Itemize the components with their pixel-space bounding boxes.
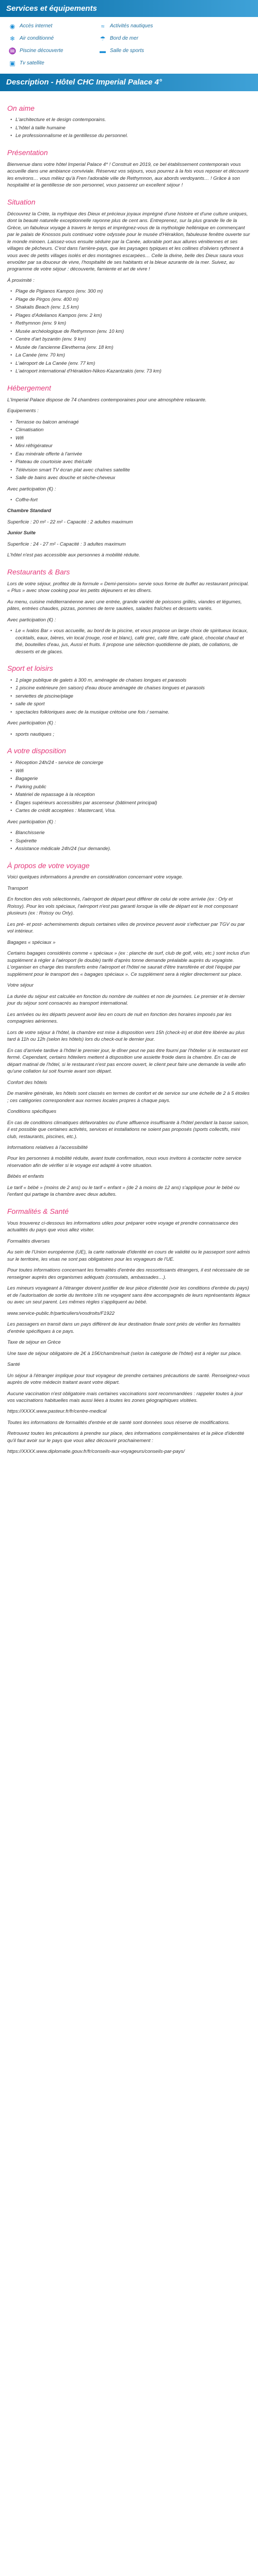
list-item: • sports nautiques ; xyxy=(15,731,251,738)
sport-list xyxy=(7,677,251,716)
list-item: • Musée de l'ancienne Elevtherna (env. 18 km) xyxy=(15,344,251,351)
list-item: • Parking public xyxy=(15,784,251,790)
hebergement-note: L'hôtel n'est pas accessible aux personnes à mobilité réduite. xyxy=(7,552,140,558)
room-junior-title: Junior Suite xyxy=(7,530,36,536)
on-aime-title: On aime xyxy=(7,104,35,112)
situation-text: Découvrez la Crète, la mythique des Dieux et précieux joyaux imprégné d'une histoire et d'une culture uniques, dont la beauté naturelle exceptionnelle rayonne plus de cent ans. Entreprenez, sur la plus grande île de la Grèce, un fabuleux voyage à travers le temps et imprégnez-vous de la mythologie hellénique en commençant par le palais de Knossos puis continuez votre odyssée pour le musée d'Héraklion, fabuleuse fenêtre ouverte sur le monde minoen. Laissez-vous ensuite séduire par la Canée, adorable port aux allures vénitiennes et ses villages de pêcheurs. C'est dans l'arrière-pays, que les paysages typiques et les collines d'oliviers rythment à vous avec de petits villages isolés et des montagnes escarpées… Celle la divine, belle des Dieux saura vous envoûter par sa douceur de vivre, l'hospitalité de ses habitants et la bleue azurante de la mer. Suivez, au programme de votre séjour : découverte, farniente et art de vivre ! xyxy=(7,211,250,273)
paragraph: Les passagers en transit dans un pays différent de leur destination finale sont priés de vérifier les formalités d'entrée spécifiques à ce pays. xyxy=(7,1321,241,1334)
restaurants-payant-label: Avec participation (€) : xyxy=(7,617,56,623)
disposition-payant-list xyxy=(7,829,251,852)
paragraph: Informations relatives à l'accessibilité xyxy=(7,1145,88,1150)
list-item: • Télévision smart TV écran plat avec chaînes satellite xyxy=(15,467,251,473)
list-item: • Musée archéologique de Rethymnon (env. 10 km) xyxy=(15,328,251,335)
propos-paragraphs xyxy=(7,874,251,1198)
description-title: Description - Hôtel CHC Imperial Palace 4° xyxy=(0,74,258,91)
restaurants-title: Restaurants & Bars xyxy=(7,567,70,576)
paragraph: Formalités diverses xyxy=(7,1238,50,1244)
list-item: • Salle de bains avec douche et sèche-cheveux xyxy=(15,474,251,481)
list-item: • Terrasse ou balcon aménagé xyxy=(15,419,251,426)
list-item: • Le professionnalisme et la gentillesse du personnel. xyxy=(15,132,251,139)
paragraph: www.service-public.fr/particuliers/vosdroits/F1922 xyxy=(7,1310,115,1316)
service-item xyxy=(8,59,73,67)
paragraph: Pour les personnes à mobilité réduite, avant toute confirmation, nous vous invitons à contacter notre service réservation afin de vérifier si le voyage est adapté à votre situation. xyxy=(7,1156,241,1168)
service-label: Activités nautiques xyxy=(110,23,153,29)
list-item: • L'aéroport de La Canée (env. 77 km) xyxy=(15,360,251,367)
disposition-payant-label: Avec participation (€) : xyxy=(7,819,56,825)
paragraph: Taxe de séjour en Grèce xyxy=(7,1340,61,1346)
presentation-text: Bienvenue dans votre hôtel Imperial Palace 4* ! Construit en 2019, ce bel établissement contemporain vous accueille dans une ambiance conviviale. Réservez vos séjours, vous pourrez à la fois vous reposer et découvrir les environs… vous mêlez qu'à Fren l'adorable ville de Rethymnon, aux abords verdoyants… ! Grâce à son hospitalité et la gentillesse de son personnel, vous passerez un excellent séjour ! xyxy=(7,161,249,189)
paragraph: En cas de conditions climatiques défavorables ou d'une affluence insuffisante à l'hôtel pendant la basse saison, il est possible que certaines activités, services et installations ne soient pas proposés (sports collectifs, mini club, restaurants, piscines, etc.). xyxy=(7,1120,249,1140)
hebergement-payant-list xyxy=(7,497,251,503)
situation-list xyxy=(7,288,251,375)
list-item: • Wifi xyxy=(15,435,251,442)
room-standard-title: Chambre Standard xyxy=(7,508,51,514)
list-item: • Climatisation xyxy=(15,427,251,433)
swimmer-icon: ≈ xyxy=(101,22,105,30)
list-item: • Matériel de repassage à la réception xyxy=(15,791,251,798)
list-item: • Le « Ivalos Bar » vous accueille, au bord de la piscine, et vous propose un large choix de spiritueux locaux, cocktails, eaux, bières, vin local (rouge, rosé et blanc), café grec, café filtre, café glacé, chocolat chaud et thé, bouteilles d'eau, jus, Aussi et fruits. Il propose une sélection quotidienne de plats, de collations, de desserts et de glaces. xyxy=(15,628,251,655)
service-label: Piscine découverte xyxy=(20,48,63,54)
snowflake-icon: ❄ xyxy=(9,35,15,42)
dumbbell-icon: ▬ xyxy=(100,47,106,55)
paragraph: Vous trouverez ci-dessous les informations utiles pour préparer votre voyage et prendre connaissance des actualités du pays que vous allez visiter. xyxy=(7,1220,238,1233)
paragraph: Retrouvez toutes les précautions à prendre sur place, des informations complémentaires et la pièce d'identité qu'il faut avoir sur le pays que vous allez découvrir prochainement : xyxy=(7,1431,245,1444)
paragraph: https://XXXX.www.diplomatie.gouv.fr/fr/conseils-aux-voyageurs/conseils-par-pays/ xyxy=(7,1449,185,1455)
sport-payant-list xyxy=(7,731,251,738)
services-grid xyxy=(0,17,171,74)
list-item: • Coffre-fort xyxy=(15,497,251,503)
umbrella-icon: ☂ xyxy=(100,35,106,42)
tv-icon: ▣ xyxy=(9,59,15,67)
service-label: Tv satellite xyxy=(20,60,44,66)
restaurants-list xyxy=(7,628,251,655)
sport-title: Sport et loisirs xyxy=(7,664,53,673)
paragraph: Confort des hôtels xyxy=(7,1079,47,1086)
list-item: • Plages d'Adelianos Kampos (env. 2 km) xyxy=(15,312,251,319)
list-item: • L'architecture et le design contemporains. xyxy=(15,116,251,123)
list-item: • La Canée (env. 70 km) xyxy=(15,352,251,359)
sport-payant-label: Avec participation (€) : xyxy=(7,720,56,726)
paragraph: Bagages « spéciaux » xyxy=(7,939,56,945)
wifi-icon: ◉ xyxy=(9,22,15,30)
hebergement-payant-label: Avec participation (€) : xyxy=(7,486,56,492)
service-label: Air conditionné xyxy=(20,36,54,42)
pool-icon: ♒ xyxy=(8,47,17,55)
list-item: • serviettes de piscine/plage xyxy=(15,693,251,700)
room-junior-desc: Superficie : 24 - 27 m² - Capacité : 3 adultes maximum xyxy=(7,541,126,547)
presentation-title: Présentation xyxy=(7,148,48,157)
paragraph: Bébés et enfants xyxy=(7,1174,44,1180)
list-item: • Wifi xyxy=(15,768,251,774)
disposition-list xyxy=(7,759,251,814)
service-item xyxy=(99,47,163,55)
list-item: • salle de sport xyxy=(15,701,251,707)
paragraph: Transport xyxy=(7,885,28,891)
hebergement-title: Hébergement xyxy=(7,383,51,392)
list-item: • Mini réfrigérateur xyxy=(15,443,251,449)
service-label: Salle de sports xyxy=(110,48,144,54)
paragraph: Les mineurs voyageant à l'étranger doivent justifier de leur pièce d'identité (voir les conditions d'entrée du pays) et de l'autorisation de sortie du territoire s'ils ne voyagent sans être accompagnés de leurs représentants légaux ou avec un seul parent. Les mêmes règles s'appliquent au bébé. xyxy=(7,1285,250,1306)
list-item: • spectacles folkloriques avec de la musique crétoise une fois / semaine. xyxy=(15,709,251,716)
paragraph: https://XXXX.www.pasteur.fr/fr/centre-medical xyxy=(7,1409,107,1415)
paragraph: Votre séjour xyxy=(7,982,34,989)
list-item: • Bagagerie xyxy=(15,775,251,782)
paragraph: Les arrivées ou les départs peuvent avoir lieu en cours de nuit en fonction des horaires imposés par les compagnies aériennes. xyxy=(7,1011,232,1025)
list-item: • Cartes de crédit acceptées : Mastercard, Visa. xyxy=(15,807,251,814)
services-section xyxy=(0,0,258,74)
list-item: • L'hôtel à taille humaine xyxy=(15,125,251,131)
paragraph: Lors de votre séjour à l'hôtel, la chambre est mise à disposition vers 15h (check-in) et doit être libérée au plus tard à 11h ou 12h (selon les hôtels) lors du check-out le dernier jour. xyxy=(7,1029,245,1043)
restaurants-text-2: Au menu, cuisine méditerranéenne avec une entrée, grande variété de poissons grillés, viandes et légumes, pâtes, entrées chaudes, pizzas, pommes de terre sautées, salades fraîches et desserts variés. xyxy=(7,599,242,612)
paragraph: Au sein de l'Union européenne (UE), la carte nationale d'identité en cours de validité ou le passeport sont admis sur le territoire, les visas ne sont pas obligatoires pour les voyageurs de l'UE. xyxy=(7,1249,250,1262)
service-item xyxy=(99,35,163,43)
paragraph: Certains bagages considérés comme « spéciaux » (ex : planche de surf, club de golf, vélo, etc.) sont inclus d'un supplément à régler à l'aéroport (le double) tarifé d'après tonne demande préalable auprès du voyagiste. L'organiser en charge des transferts entre l'aéroport et l'hôtel ne saurait d'être transférée et doit l'équipé par supplément pour le transport des « bagages spéciaux ». Ce supplément sera à régler directement sur place. xyxy=(7,951,250,977)
paragraph: Pour toutes informations concernant les formalités d'entrée des ressortissants étrangers, il est nécessaire de se renseigner auprès des organismes adéquats (consulats, ambassades…). xyxy=(7,1267,250,1280)
list-item: • Blanchisserie xyxy=(15,829,251,836)
restaurants-text-1: Lors de votre séjour, profitez de la formule « Demi-pension» servie sous forme de buffet au restaurant principal. « Plus » avec show cooking pour les petits déjeuners et les dîners. xyxy=(7,581,249,594)
list-item: • Plateau de courtoisie avec thé/café xyxy=(15,459,251,465)
paragraph: Les pré- et post- acheminements depuis certaines villes de province peuvent avoir s'effectuer par TGV ou par vol intérieur. xyxy=(7,921,245,935)
service-item xyxy=(8,22,73,30)
hebergement-text: L'Imperial Palace dispose de 74 chambres contemporaines pour une atmosphère relaxante. xyxy=(7,397,207,403)
propos-title: À propos de votre voyage xyxy=(7,861,90,870)
service-item xyxy=(8,47,73,55)
paragraph: La durée du séjour est calculée en fonction du nombre de nuitées et non de journées. Le premier et le dernier jour du séjour sont consacrés au transport international. xyxy=(7,993,245,1007)
hebergement-equipements-label: Equipements : xyxy=(7,408,39,414)
paragraph: Le tarif « bébé » (moins de 2 ans) ou le tarif « enfant » (de 2 à moins de 12 ans) s'applique pour le bébé ou l'enfant qui partage la chambre avec deux adultes. xyxy=(7,1184,240,1198)
service-label: Bord de mer xyxy=(110,36,139,42)
on-aime-list xyxy=(7,116,251,139)
service-item xyxy=(8,35,73,43)
services-title: Services et équipements xyxy=(0,0,258,17)
list-item: • Shakalis Beach (env. 1,5 km) xyxy=(15,304,251,311)
list-item: • L'aéroport international d'Héraklion-Nikos-Kazantzakis (env. 73 km) xyxy=(15,368,251,375)
list-item: • Plage de Pigianos Kampos (env. 300 m) xyxy=(15,288,251,295)
list-item: • Centre d'art byzantin (env. 9 km) xyxy=(15,336,251,343)
room-standard-desc: Superficie : 20 m² - 22 m² - Capacité : 2 adultes maximum xyxy=(7,519,133,525)
service-item xyxy=(99,22,163,30)
paragraph: Santé xyxy=(7,1362,20,1368)
paragraph: Un séjour à l'étranger implique pour tout voyageur de prendre certaines précautions de santé. Renseignez-vous auprès de votre médecin traitant avant votre départ. xyxy=(7,1372,250,1386)
paragraph: Conditions spécifiques xyxy=(7,1109,57,1115)
paragraph: De manière générale, les hôtels sont classés en termes de confort et de service sur une échelle de 2 à 5 étoiles ; ces catégories correspondent aux normes locales propres à chaque pays. xyxy=(7,1091,250,1104)
situation-title: Situation xyxy=(7,197,36,206)
paragraph: En cas d'arrivée tardive à l'hôtel le premier jour, le dîner peut ne pas être fourni par l'hôtelier si le restaurant est fermé. Cependant, certains hôteliers mettent à disposition une assiette froide dans la chambre. En cas de départ matinal de l'hôtel, si le restaurant n'est pas encore ouvert, le client peut faire une demande la veille afin qu'une collation lui soit fournie avant son départ. xyxy=(7,1047,248,1075)
formalites-paragraphs xyxy=(7,1220,251,1455)
list-item: • Réception 24h/24 - service de concierge xyxy=(15,759,251,766)
list-item: • Supérette xyxy=(15,838,251,844)
list-item: • Eau minérale offerte à l'arrivée xyxy=(15,451,251,457)
list-item: • 1 plage publique de galets à 300 m, aménagée de chaises longues et parasols xyxy=(15,677,251,684)
paragraph: En fonction des vols sélectionnés, l'aéroport de départ peut différer de celui de votre arrivée (ex : Orly et Roissy). Pour les vols spéciaux, l'aéroport n'est pas garanti lorsque la ville de départ est le mot composant plusieurs (ex : Roissy ou Orly). xyxy=(7,896,238,917)
situation-proximity-label: À proximité : xyxy=(7,277,35,283)
list-item: • Plage de Pirgos (env. 400 m) xyxy=(15,296,251,303)
list-item: • Étages supérieurs accessibles par ascenseur (bâtiment principal) xyxy=(15,800,251,806)
paragraph: Une taxe de séjour obligatoire de 2€ à 15€/chambre/nuit (selon la catégorie de l'hôtel) est à régler sur place. xyxy=(7,1350,242,1357)
service-label: Accès internet xyxy=(20,23,53,29)
list-item: • Assistance médicale 24h/24 (sur demande). xyxy=(15,845,251,852)
paragraph: Toutes les informations de formalités d'entrée et de santé sont données sous réserve de modifications. xyxy=(7,1419,230,1426)
formalites-title: Formalités & Santé xyxy=(7,1207,69,1215)
paragraph: Aucune vaccination n'est obligatoire mais certaines vaccinations sont recommandées : rappeler toutes à jour vos vaccinations habituelles mais aussi liées à toutes les zones géographiques visitées. xyxy=(7,1391,243,1403)
description-content xyxy=(0,91,258,1470)
disposition-title: A votre disposition xyxy=(7,747,66,755)
hebergement-list xyxy=(7,419,251,482)
paragraph: Voici quelques informations à prendre en considération concernant votre voyage. xyxy=(7,874,183,880)
list-item: • Rethymnon (env. 9 km) xyxy=(15,320,251,327)
list-item: • 1 piscine extérieure (en saison) d'eau douce aménagée de chaises longues et parasols xyxy=(15,685,251,691)
